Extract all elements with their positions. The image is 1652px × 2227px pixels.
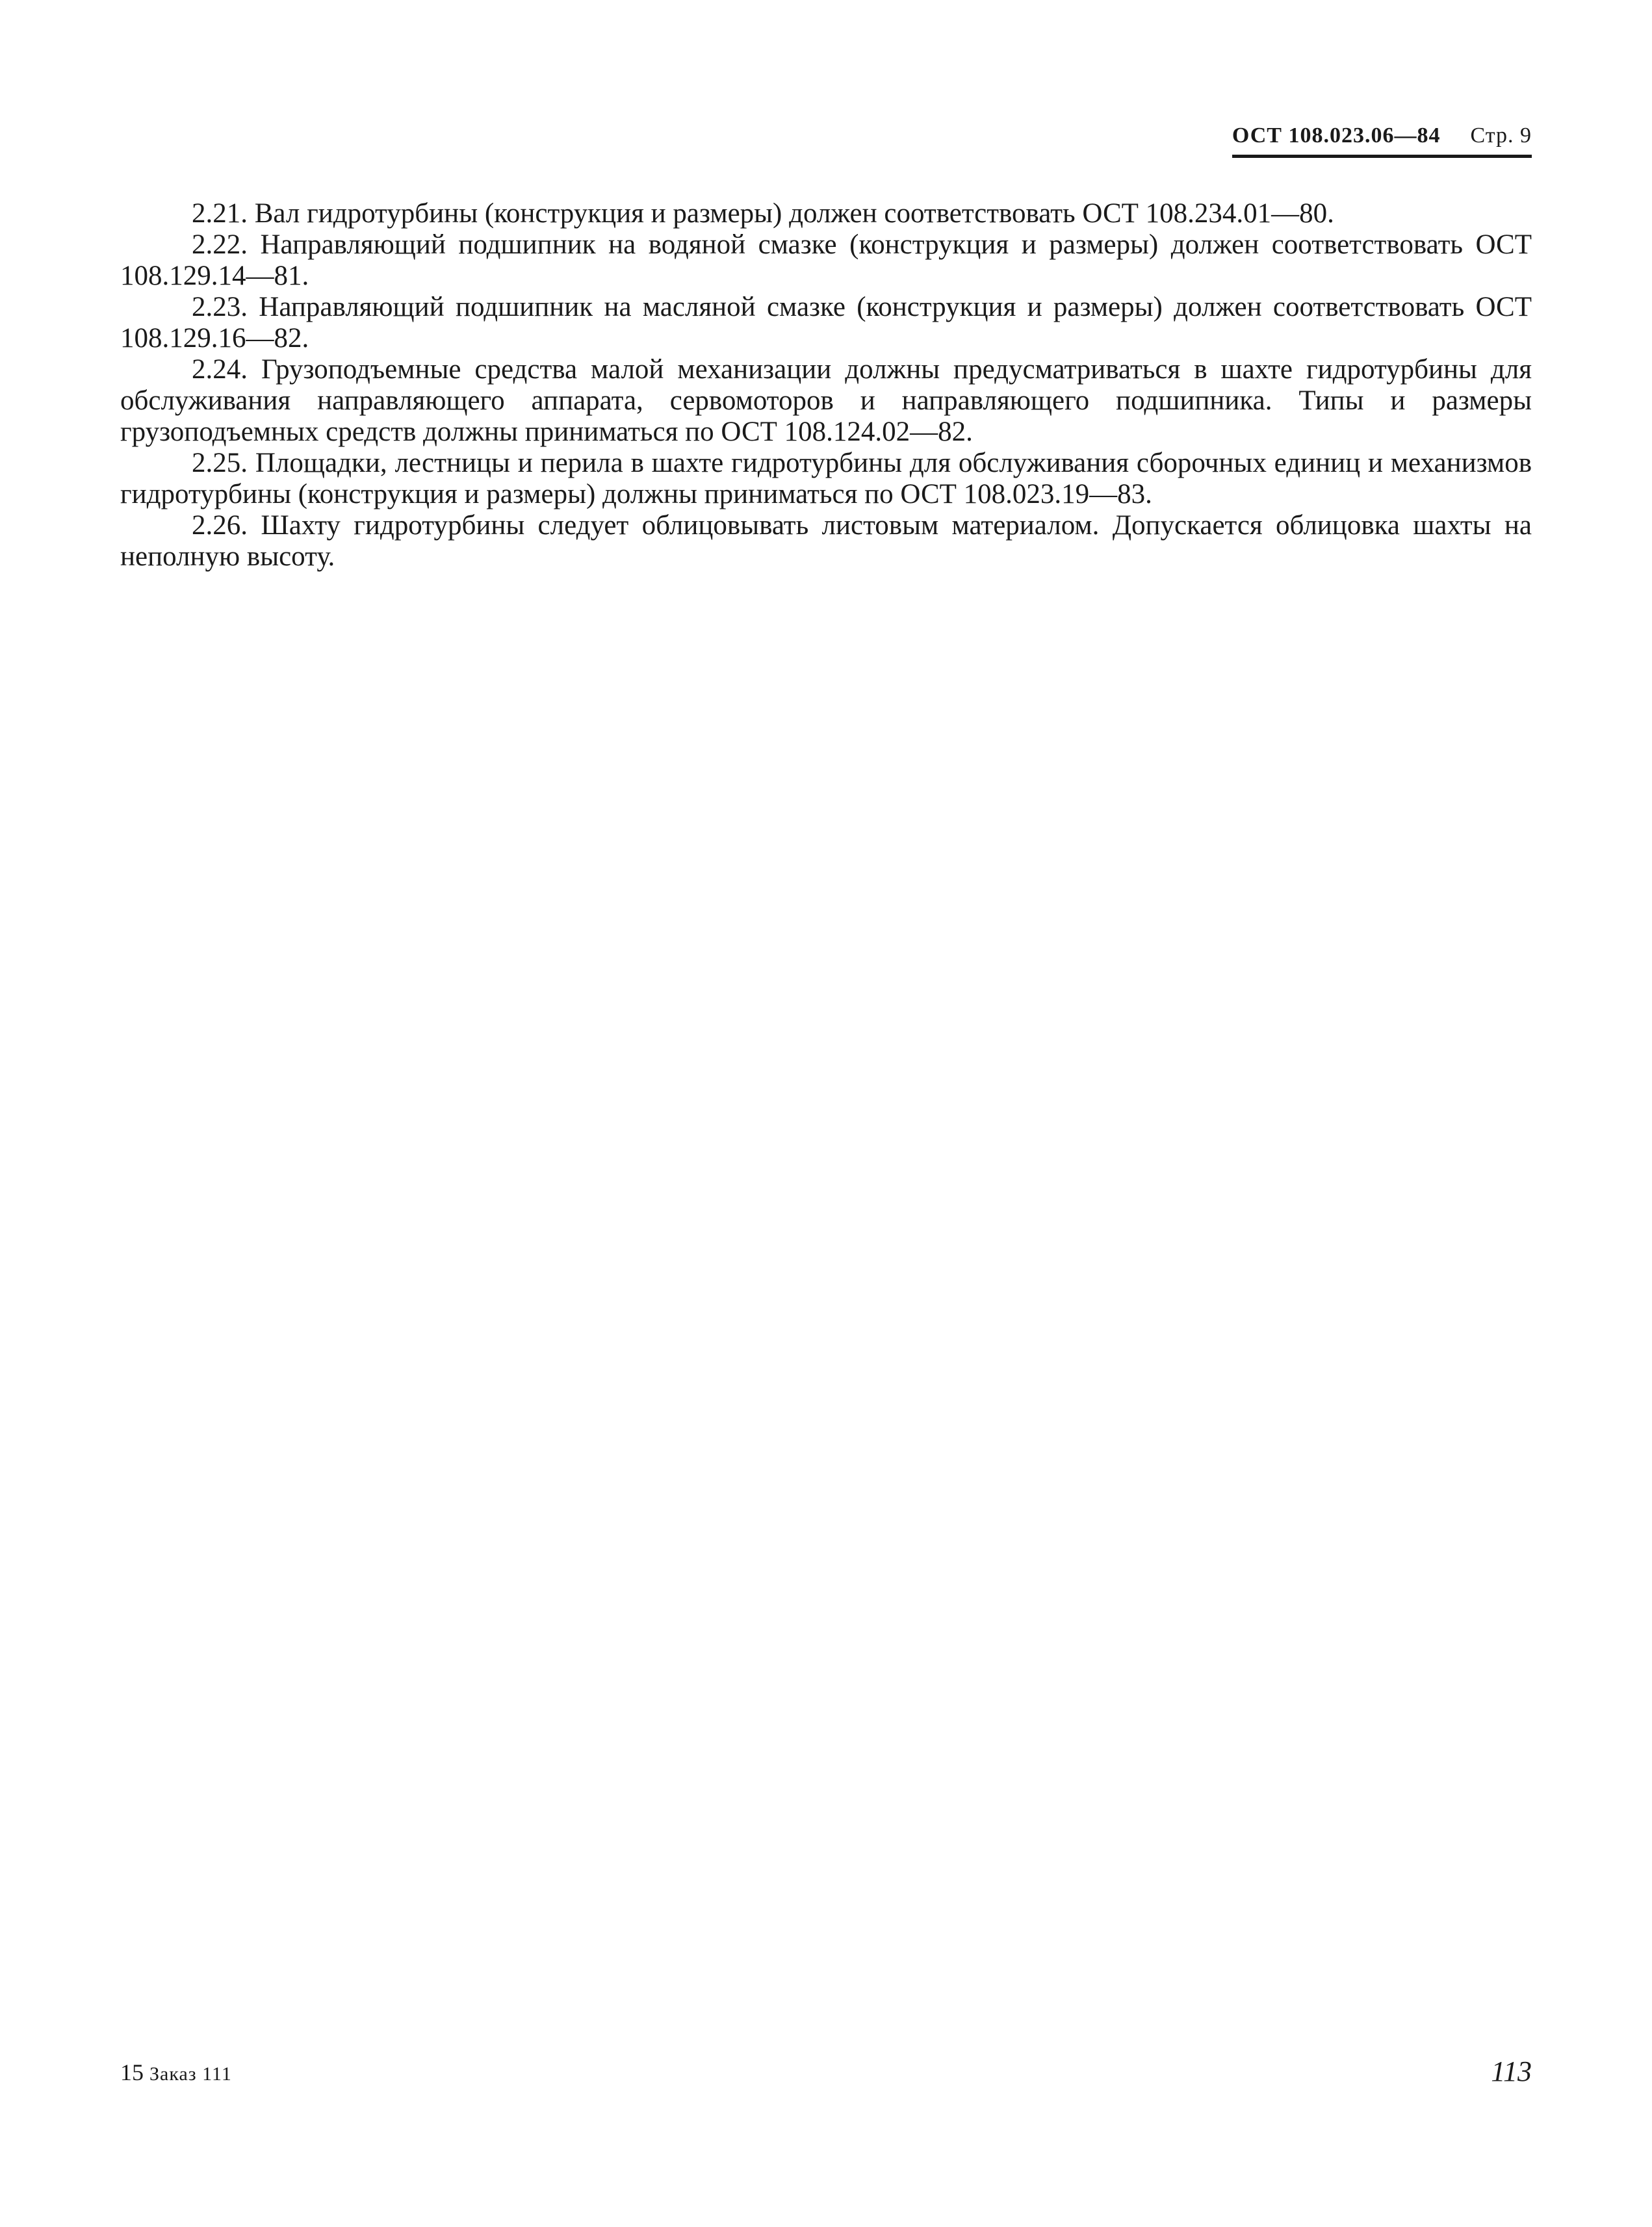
paragraph-2-24: 2.24. Грузоподъемные средства малой механизации должны предусматриваться в шахте гидротурбины для обслуживания направляющего аппарата, сервомоторов и направляющего подшипника. Типы и размеры грузоподъемных средств должны приниматься по ОСТ 108.124.02—82. [120, 354, 1532, 447]
standard-code: ОСТ 108.023.06—84 [1232, 123, 1441, 148]
paragraph-2-25: 2.25. Площадки, лестницы и перила в шахте гидротурбины для обслуживания сборочных единиц и механизмов гидротурбины (конструкция и размеры) должны приниматься по ОСТ 108.023.19—83. [120, 448, 1532, 509]
print-order-mark [120, 2059, 232, 2086]
paragraph-2-21: 2.21. Вал гидротурбины (конструкция и размеры) должен соответствовать ОСТ 108.234.01—80. [192, 198, 1334, 229]
document-body [120, 198, 1532, 573]
paragraph-2-26: 2.26. Шахту гидротурбины следует облицовывать листовым материалом. Допускается облицовка шахты на неполную высоту. [120, 510, 1532, 572]
paragraph-2-22: 2.22. Направляющий подшипник на водяной смазке (конструкция и размеры) должен соответствовать ОСТ 108.129.14—81. [120, 229, 1532, 291]
page-number: 113 [1491, 2055, 1532, 2087]
page-label: Стр. 9 [1470, 123, 1532, 148]
order-text: Заказ 111 [149, 2063, 232, 2085]
paragraph-2-23: 2.23. Направляющий подшипник на масляной смазке (конструкция и размеры) должен соответствовать ОСТ 108.129.16—82. [120, 292, 1532, 354]
sheet-number: 15 [120, 2059, 144, 2085]
page-header [1232, 123, 1532, 158]
